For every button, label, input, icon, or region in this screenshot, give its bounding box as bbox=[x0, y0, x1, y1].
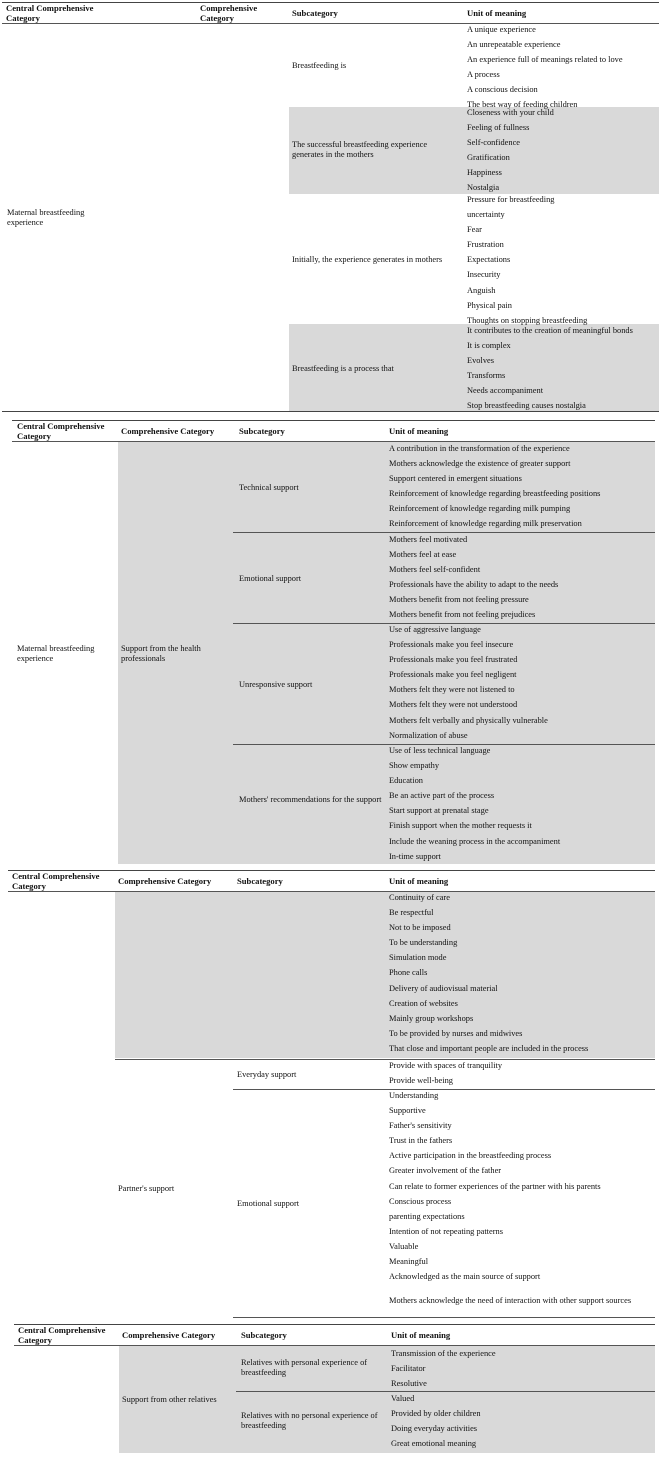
unit-item: Physical pain bbox=[467, 300, 512, 310]
unit-item: Professionals have the ability to adapt to the needs bbox=[389, 580, 559, 590]
unit-item: Not to be imposed bbox=[389, 923, 451, 933]
unit-item: Trust in the fathers bbox=[389, 1136, 453, 1146]
subcategory: Emotional support bbox=[239, 574, 302, 583]
unit-item: It contributes to the creation of meaningful bonds bbox=[467, 326, 633, 335]
unit-item: Happiness bbox=[467, 168, 502, 178]
unit-item: Professionals make you feel frustrated bbox=[389, 655, 518, 665]
row-rule bbox=[233, 1317, 655, 1318]
comprehensive-category: Support from other relatives bbox=[122, 1395, 217, 1404]
unit-item: Simulation mode bbox=[389, 953, 447, 963]
unit-item: Mothers feel self-confident bbox=[389, 565, 481, 575]
unit-item: Pressure for breastfeeding bbox=[467, 195, 555, 204]
header-subcategory: Subcategory bbox=[292, 8, 338, 18]
unit-item: Doing everyday activities bbox=[391, 1424, 478, 1434]
unit-item: Continuity of care bbox=[389, 893, 450, 902]
unit-item: Thoughts on stopping breastfeeding bbox=[467, 315, 588, 325]
unit-item: Creation of websites bbox=[389, 998, 458, 1008]
unit-item: A unique experience bbox=[467, 25, 536, 34]
unit-item: Transmission of the experience bbox=[391, 1349, 496, 1358]
unit-item: Mothers acknowledge the existence of greater support bbox=[389, 459, 571, 469]
unit-item: That close and important people are included in the process bbox=[389, 1043, 589, 1053]
unit-item: Show empathy bbox=[389, 761, 440, 771]
header-subcategory: Subcategory bbox=[239, 426, 285, 436]
unit-item: Feeling of fullness bbox=[467, 123, 530, 133]
unit-item: Expectations bbox=[467, 255, 511, 265]
subcategory: Unresponsive support bbox=[239, 680, 313, 689]
unit-item: Greater involvement of the father bbox=[389, 1166, 502, 1176]
unit-item: An unrepeatable experience bbox=[467, 40, 561, 50]
header-unit: Unit of meaning bbox=[389, 426, 449, 436]
row-rule bbox=[115, 1059, 655, 1060]
unit-list bbox=[467, 192, 587, 328]
header-central: Central Comprehensive Category bbox=[17, 421, 105, 441]
unit-item: Facilitator bbox=[391, 1364, 426, 1374]
unit-item: Provide well-being bbox=[389, 1076, 453, 1086]
table-bottom-rule bbox=[2, 411, 659, 412]
central-category: Maternal breastfeeding experience bbox=[17, 644, 95, 663]
unit-item: Intention of not repeating patterns bbox=[389, 1226, 503, 1236]
unit-list bbox=[467, 22, 623, 113]
unit-item: Mothers felt verbally and physically vulnerable bbox=[389, 715, 548, 725]
subcategory: Mothers' recommendations for the support bbox=[239, 795, 382, 804]
header-subcategory: Subcategory bbox=[237, 876, 283, 886]
unit-item: Include the weaning process in the accompaniment bbox=[389, 836, 561, 846]
unit-list bbox=[389, 1088, 601, 1284]
unit-item: Understanding bbox=[389, 1091, 439, 1100]
header-comprehensive: Comprehensive Category bbox=[121, 426, 215, 436]
unit-item: Professionals make you feel negligent bbox=[389, 670, 517, 680]
table-top-rule bbox=[2, 2, 659, 3]
subcategory: Emotional support bbox=[237, 1199, 300, 1208]
unit-item: Provided by older children bbox=[391, 1409, 481, 1419]
unit-item: Meaningful bbox=[389, 1257, 429, 1267]
unit-list bbox=[391, 1346, 496, 1391]
unit-item: Phone calls bbox=[389, 968, 428, 978]
unit-item: A process bbox=[467, 70, 500, 80]
subcategory: Relatives with personal experience of breastfeeding bbox=[241, 1358, 368, 1377]
unit-item: Mothers feel at ease bbox=[389, 550, 457, 560]
unit-item: uncertainty bbox=[467, 210, 505, 220]
unit-item: Professionals make you feel insecure bbox=[389, 640, 514, 650]
unit-item: Insecurity bbox=[467, 270, 501, 280]
unit-item: Frustration bbox=[467, 240, 504, 250]
header-unit: Unit of meaning bbox=[467, 8, 527, 18]
unit-item: Acknowledged as the main source of support bbox=[389, 1272, 541, 1282]
unit-list bbox=[389, 743, 560, 864]
unit-item: In-time support bbox=[389, 851, 441, 861]
unit-item: Gratification bbox=[467, 153, 510, 163]
unit-item: Reinforcement of knowledge regarding milk preservation bbox=[389, 519, 582, 529]
unit-item: Education bbox=[389, 776, 423, 786]
unit-item: Use of aggressive language bbox=[389, 625, 481, 634]
header-central: Central Comprehensive Category bbox=[6, 3, 94, 23]
unit-item: Great emotional meaning bbox=[391, 1439, 477, 1449]
unit-list bbox=[389, 441, 600, 532]
unit-item: Needs accompaniment bbox=[467, 386, 544, 396]
unit-item: Mothers benefit from not feeling pressure bbox=[389, 595, 529, 605]
unit-item: Closeness with your child bbox=[467, 108, 554, 117]
unit-item: Normalization of abuse bbox=[389, 730, 468, 740]
header-unit: Unit of meaning bbox=[391, 1330, 451, 1340]
table-top-rule bbox=[14, 1324, 655, 1325]
unit-list bbox=[389, 1058, 502, 1088]
subcategory: The successful breastfeeding experience generates in the mothers bbox=[292, 140, 428, 159]
header-central: Central Comprehensive Category bbox=[18, 1325, 106, 1345]
comprehensive-category: Support from the health professionals bbox=[121, 644, 201, 663]
unit-item: Father's sensitivity bbox=[389, 1121, 452, 1131]
unit-item: Supportive bbox=[389, 1106, 426, 1116]
unit-item: Mainly group workshops bbox=[389, 1013, 474, 1023]
unit-item: The best way of feeding children bbox=[467, 100, 578, 110]
unit-item: Mothers felt they were not listened to bbox=[389, 685, 515, 695]
unit-item: It is complex bbox=[467, 341, 511, 351]
header-unit: Unit of meaning bbox=[389, 876, 449, 886]
unit-item: Mothers benefit from not feeling prejudices bbox=[389, 610, 536, 620]
unit-item: Stop breastfeeding causes nostalgia bbox=[467, 401, 586, 411]
unit-list bbox=[391, 1391, 481, 1451]
unit-item: To be provided by nurses and midwives bbox=[389, 1028, 523, 1038]
table-top-rule bbox=[12, 420, 655, 421]
subcategory: Initially, the experience generates in mothers bbox=[292, 255, 443, 264]
unit-item: Conscious process bbox=[389, 1196, 452, 1206]
unit-item: Provide with spaces of tranquility bbox=[389, 1061, 503, 1070]
unit-item: To be understanding bbox=[389, 938, 458, 948]
central-category: Maternal breastfeeding experience bbox=[7, 208, 85, 227]
unit-item: Support centered in emergent situations bbox=[389, 474, 522, 484]
comprehensive-category: Partner's support bbox=[118, 1184, 175, 1193]
subcategory: Technical support bbox=[239, 483, 299, 492]
table-top-rule bbox=[8, 870, 655, 871]
unit-item: An experience full of meanings related to love bbox=[467, 55, 623, 65]
unit-item: A contribution in the transformation of the experience bbox=[389, 444, 570, 453]
unit-item: Mothers feel motivated bbox=[389, 535, 468, 544]
unit-item: Reinforcement of knowledge regarding breastfeeding positions bbox=[389, 489, 601, 499]
unit-item: Valuable bbox=[389, 1241, 419, 1251]
subcategory: Breastfeeding is bbox=[292, 61, 347, 70]
header-comprehensive: Comprehensive Category bbox=[122, 1330, 216, 1340]
unit-item: Finish support when the mother requests it bbox=[389, 821, 532, 831]
unit-item: Transforms bbox=[467, 371, 506, 381]
unit-item: Can relate to former experiences of the partner with his parents bbox=[389, 1181, 601, 1191]
unit-item: A conscious decision bbox=[467, 85, 538, 95]
unit-item: Be respectful bbox=[389, 908, 434, 918]
unit-list bbox=[467, 105, 554, 196]
unit-list bbox=[389, 532, 558, 623]
header-subcategory: Subcategory bbox=[241, 1330, 287, 1340]
unit-item: Start support at prenatal stage bbox=[389, 806, 489, 816]
subcategory: Relatives with no personal experience of breastfeeding bbox=[241, 1411, 378, 1430]
unit-item: Nostalgia bbox=[467, 183, 500, 193]
unit-item: Mothers felt they were not understood bbox=[389, 700, 518, 710]
header-central: Central Comprehensive Category bbox=[12, 871, 100, 891]
header-comprehensive: Comprehensive Category bbox=[118, 876, 212, 886]
header-comprehensive: Comprehensive Category bbox=[200, 3, 258, 23]
unit-item: Self-confidence bbox=[467, 138, 521, 148]
unit-item: Valued bbox=[391, 1394, 415, 1403]
unit-item: Be an active part of the process bbox=[389, 791, 495, 801]
subcategory: Breastfeeding is a process that bbox=[292, 364, 394, 373]
unit-item: Mothers acknowledge the need of interaction with other support sources bbox=[389, 1296, 632, 1305]
unit-item: Fear bbox=[467, 225, 482, 235]
unit-list bbox=[467, 323, 633, 414]
subcategory: Everyday support bbox=[237, 1070, 297, 1079]
unit-list bbox=[389, 890, 588, 1056]
unit-item: Use of less technical language bbox=[389, 746, 491, 755]
unit-item: parenting expectations bbox=[389, 1211, 465, 1221]
unit-list bbox=[389, 622, 548, 743]
unit-item: Anguish bbox=[467, 285, 496, 295]
unit-item: Active participation in the breastfeeding process bbox=[389, 1151, 552, 1161]
unit-item: Reinforcement of knowledge regarding milk pumping bbox=[389, 504, 571, 514]
unit-item: Delivery of audiovisual material bbox=[389, 983, 498, 993]
unit-item: Evolves bbox=[467, 356, 494, 366]
unit-item: Resolutive bbox=[391, 1379, 427, 1389]
